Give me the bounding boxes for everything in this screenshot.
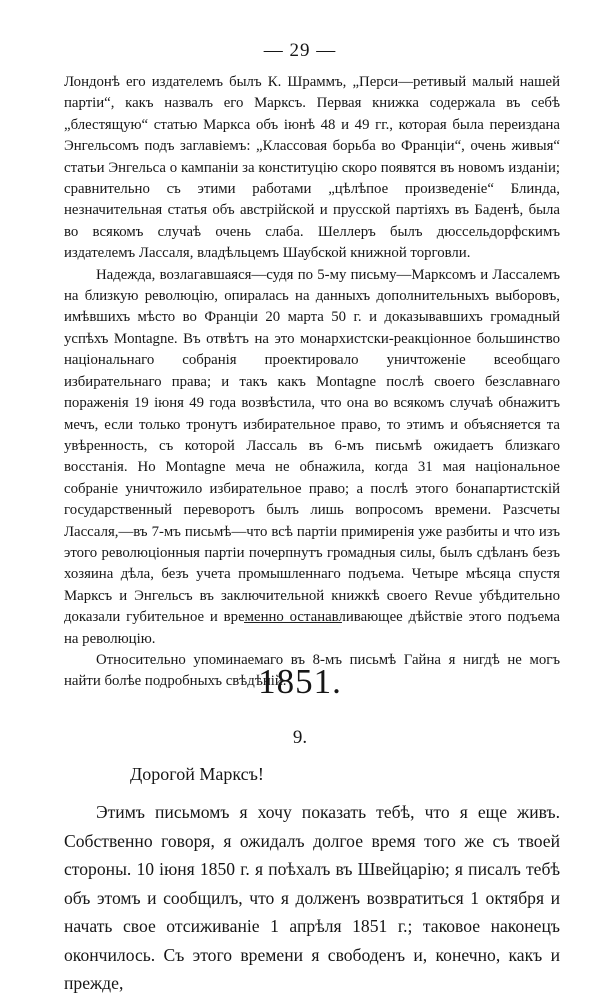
letter-paragraph: Этимъ письмомъ я хочу показать тебѣ, что я еще живъ. Собственно говоря, я ожидалъ долгое время того же съ твоей стороны. 10 іюня 1850 г. я поѣхалъ въ Швейцарію; я писалъ тебѣ объ этомъ и сообщилъ, что я долженъ возвратиться 1 октября и начать свое отсиживаніе 1 апрѣля 1851 г.; таковое наконецъ окончилось. Съ этого времени я свободенъ и, конечно, какъ и прежде, (64, 802, 560, 993)
letter-body (64, 798, 560, 998)
footnote-paragraph: Надежда, возлагавшаяся—судя по 5-му письму—Марксомъ и Лассалемъ на близкую революцію, опиралась на данныхъ дополнительныхъ выборовъ, имѣвшихъ мѣсто во Франціи 20 марта 50 г. и доказывавшихъ громадный успѣхъ Montagne. Въ отвѣтъ на это монархистски-реакціонное большинство національнаго собранія проектировало уничтоженіе всеобщаго избирательнаго права; и такъ какъ Montagne послѣ своего безславнаго пораженія 19 іюня 49 года возвѣстила, что она во всякомъ случаѣ обнажитъ мечъ, если только тронутъ избирательное право, то этимъ и объясняется та увѣренность, съ которой Лассаль въ 6-мъ письмѣ ожидаетъ близкаго восстанія. Но Montagne меча не обнажила, когда 31 мая національное собраніе уничтожило избирательное право; а послѣ этого бонапартистскій государственный переворотъ былъ лишь вопросомъ времени. Разсчеты Лассаля,—въ 7-мъ письмѣ—что всѣ партіи примиренія уже разбиты и что изъ этого революціонныя партіи почерпнутъ громадныя силы, былъ сдѣланъ безъ хозяина дѣла, безъ учета промышленнаго подъема. Четыре мѣсяца спустя Марксъ и Энгельсъ въ заключительной книжкѣ своего Revue убѣдительно доказали губительное и временно останавливающее дѣйствіе этого подъема на революцію. (64, 266, 560, 647)
letter-number: 9. (292, 727, 308, 748)
year-heading: 1851. (258, 662, 342, 701)
section-divider (244, 622, 342, 623)
footnotes-block (64, 72, 560, 693)
letter-salutation: Дорогой Марксъ! (130, 764, 264, 784)
page-number: — 29 — (263, 40, 337, 61)
footnote-paragraph: Лондонѣ его издателемъ былъ К. Шраммъ, „Перси—ретивый малый нашей партіи“, какъ назвалъ его Марксъ. Первая книжка содержала въ себѣ „блестящую“ статью Маркса объ іюнѣ 48 и 49 гг., которая была переиздана Энгельсомъ подъ заглавіемъ: „Классовая борьба во Франціи“, очень живыя“ статьи Энгельса о кампаніи за конституцію скоро появятся въ новомъ изданіи; сравнительно съ этими работами „цѣлѣпое произведеніе“ Блинда, незначительная статья объ австрійской и прусской партіяхъ въ Баденѣ, была во всякомъ случаѣ очень слаба. Шеллеръ былъ дюссельдорфскимъ издателемъ Лассаля, владѣльцемъ Шаубской книжной торговли. (64, 74, 560, 262)
footnote-paragraph: Относительно упоминаемаго въ 8-мъ письмѣ Гайна я нигдѣ не могъ найти болѣе подробныхъ свѣдѣній. (64, 651, 560, 690)
